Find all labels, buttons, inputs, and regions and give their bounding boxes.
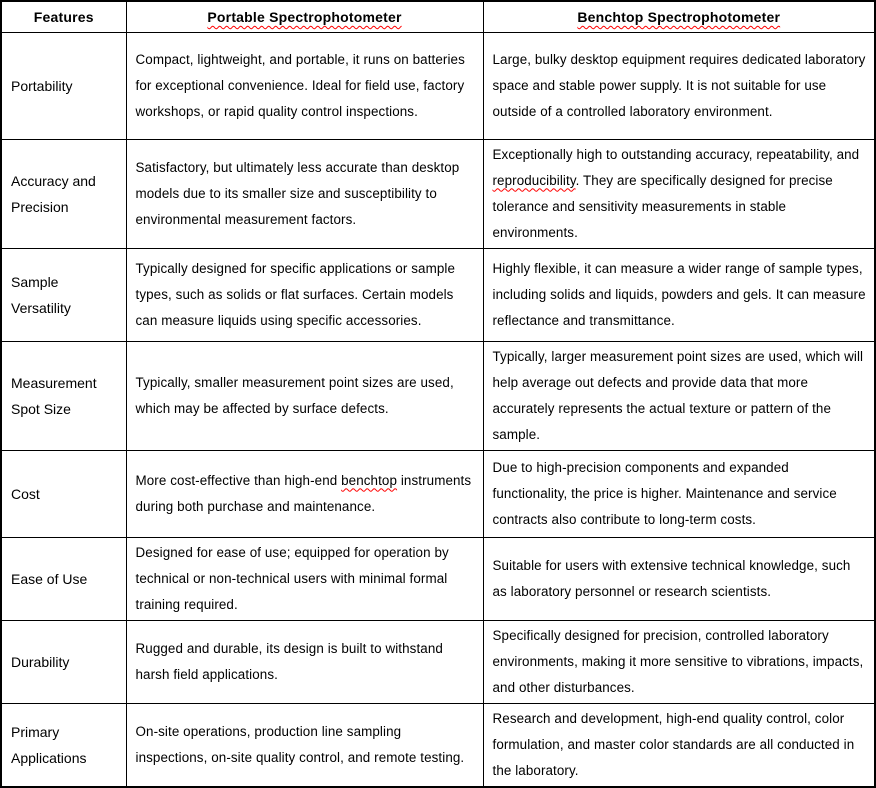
cell-text: More cost-effective than high-end [135,472,342,488]
table-row-ease-of-use [1,537,875,620]
feature-label: Ease of Use [11,570,88,587]
cell-text: Specifically designed for precision, controlled laboratory environments, making it more sensitive to vibrations, impacts, and other disturbances. [492,627,864,695]
cell-text: Research and development, high-end quality control, color formulation, and master color standards are all conducted in the laboratory. [492,710,855,778]
header-row [1,1,875,32]
portable-cell [126,139,483,248]
feature-cell [1,450,126,537]
feature-cell [1,537,126,620]
portable-cell [126,341,483,450]
cell-text: Suitable for users with extensive technical knowledge, such as laboratory personnel or research scientists. [492,557,851,599]
feature-label: Durability [11,653,70,670]
feature-cell [1,341,126,450]
cell-text: Typically, larger measurement point sizes are used, which will help average out defects and provide data that more accurately represents the actual texture or pattern of the sample. [492,348,864,442]
cell-text: On-site operations, production line sampling inspections, on-site quality control, and remote testing. [135,723,465,765]
portable-cell [126,450,483,537]
feature-label: Cost [11,485,40,502]
cell-text: Exceptionally high to outstanding accuracy, repeatability, and [492,146,860,162]
portable-cell [126,537,483,620]
feature-cell [1,248,126,341]
cell-text: Typically, smaller measurement point sizes are used, which may be affected by surface defects. [135,374,454,416]
cell-text: Large, bulky desktop equipment requires dedicated laboratory space and stable power supply. It is not suitable for use outside of a controlled laboratory environment. [492,51,866,119]
table-row-durability [1,620,875,703]
cell-text: Compact, lightweight, and portable, it runs on batteries for exceptional convenience. Ideal for field use, factory workshops, or rapid quality control inspections. [135,51,465,119]
feature-label: Primary Applications [11,723,87,766]
table-row-measurement-spot-size [1,341,875,450]
feature-label: Accuracy and Precision [11,172,96,215]
table-row-portability [1,32,875,139]
cell-text: Designed for ease of use; equipped for operation by technical or non-technical users with minimal formal training required. [135,544,449,612]
cell-text: . They are specifically designed for precise tolerance and sensitivity measurements in stable environments. [492,172,833,240]
benchtop-cell [483,450,875,537]
feature-cell [1,620,126,703]
feature-label: Portability [11,77,73,94]
misspelled-word: benchtop [341,472,398,488]
table-row-accuracy [1,139,875,248]
cell-text: instruments during both purchase and maintenance. [135,472,472,514]
benchtop-cell [483,537,875,620]
benchtop-cell [483,139,875,248]
cell-text: Due to high-precision components and expanded functionality, the price is higher. Maintenance and service contracts also contribute to long-term costs. [492,459,837,527]
table-row-cost [1,450,875,537]
benchtop-cell [483,703,875,787]
cell-text: Highly flexible, it can measure a wider range of sample types, including solids and liquids, powders and gels. It can measure reflectance and transmittance. [492,260,866,328]
header-features [1,1,126,32]
portable-cell [126,32,483,139]
header-portable-label: Portable Spectrophotometer [207,8,402,25]
portable-cell [126,703,483,787]
portable-cell [126,620,483,703]
header-benchtop [483,1,875,32]
feature-cell [1,139,126,248]
table-row-primary-applications [1,703,875,787]
portable-cell [126,248,483,341]
cell-text: Typically designed for specific applications or sample types, such as solids or flat surfaces. Certain models can measure liquids using specific accessories. [135,260,455,328]
feature-cell [1,703,126,787]
cell-text: Rugged and durable, its design is built to withstand harsh field applications. [135,640,443,682]
benchtop-cell [483,248,875,341]
feature-cell [1,32,126,139]
table-body [1,32,875,787]
benchtop-cell [483,341,875,450]
cell-text: Satisfactory, but ultimately less accurate than desktop models due to its smaller size and susceptibility to environmental measurement factors. [135,159,460,227]
feature-label: Measurement Spot Size [11,374,97,417]
header-benchtop-label: Benchtop Spectrophotometer [577,8,781,25]
table-header [1,1,875,32]
table-row-sample-versatility [1,248,875,341]
header-features-label: Features [33,8,94,25]
header-portable [126,1,483,32]
benchtop-cell [483,32,875,139]
feature-label: Sample Versatility [11,273,71,316]
misspelled-word: reproducibility [492,172,576,188]
benchtop-cell [483,620,875,703]
